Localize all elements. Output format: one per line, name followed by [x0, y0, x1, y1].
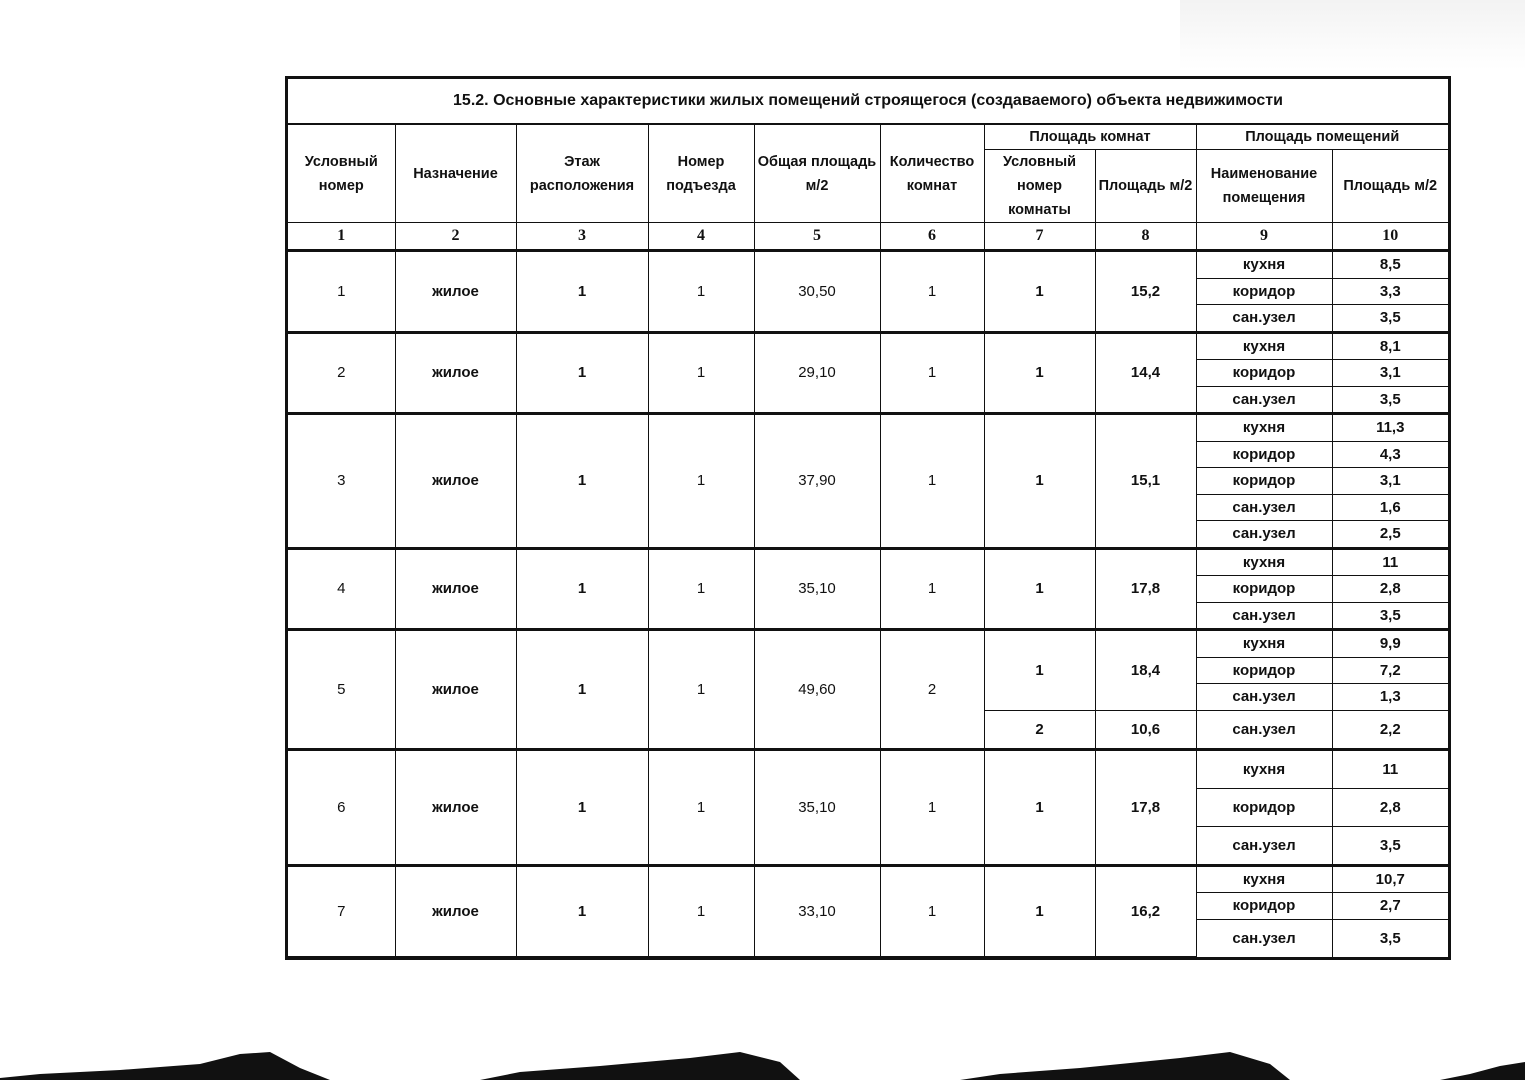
room-area: 17,8 [1095, 548, 1196, 630]
column-number: 3 [516, 223, 648, 251]
premise-name: сан.узел [1196, 305, 1332, 333]
header-rooms-area-group: Площадь комнат [984, 125, 1196, 150]
premise-area: 3,5 [1332, 602, 1448, 630]
room-number: 1 [984, 414, 1095, 549]
apartment-rooms-count: 1 [880, 865, 984, 957]
premise-name: сан.узел [1196, 684, 1332, 711]
premise-area: 9,9 [1332, 630, 1448, 658]
header-premise-area: Площадь м/2 [1332, 150, 1448, 223]
room-number: 2 [984, 710, 1095, 749]
premise-area: 4,3 [1332, 441, 1448, 468]
apartment-floor: 1 [516, 332, 648, 414]
premise-area: 11 [1332, 749, 1448, 788]
apartment-floor: 1 [516, 414, 648, 549]
apartment-purpose: жилое [395, 865, 516, 957]
premise-name: сан.узел [1196, 919, 1332, 957]
premise-name: сан.узел [1196, 710, 1332, 749]
room-number: 1 [984, 630, 1095, 711]
premise-area: 3,5 [1332, 386, 1448, 414]
room-area: 15,2 [1095, 251, 1196, 333]
apartment-entrance: 1 [648, 630, 754, 750]
apartment-number: 1 [288, 251, 395, 333]
premise-name: коридор [1196, 278, 1332, 305]
column-number: 9 [1196, 223, 1332, 251]
table-title: 15.2. Основные характеристики жилых помещений строящегося (создаваемого) объекта недвижимости [288, 79, 1448, 125]
scan-shadow [1180, 0, 1525, 70]
premise-area: 2,8 [1332, 576, 1448, 603]
apartment-total-area: 35,10 [754, 749, 880, 865]
apartment-total-area: 37,90 [754, 414, 880, 549]
premise-name: кухня [1196, 332, 1332, 360]
apartment-number: 3 [288, 414, 395, 549]
apartment-total-area: 33,10 [754, 865, 880, 957]
column-number: 4 [648, 223, 754, 251]
apartment-number: 4 [288, 548, 395, 630]
premise-name: коридор [1196, 788, 1332, 826]
column-number: 1 [288, 223, 395, 251]
apartment-rooms-count: 1 [880, 332, 984, 414]
premise-area: 3,1 [1332, 468, 1448, 495]
premise-area: 8,1 [1332, 332, 1448, 360]
room-area: 17,8 [1095, 749, 1196, 865]
room-number: 1 [984, 548, 1095, 630]
room-number: 1 [984, 865, 1095, 957]
table-row [288, 332, 1448, 360]
apartment-group [288, 251, 1448, 333]
premise-area: 3,1 [1332, 360, 1448, 387]
apartment-purpose: жилое [395, 251, 516, 333]
header-room-area: Площадь м/2 [1095, 150, 1196, 223]
header-room-number: Условный номер комнаты [984, 150, 1095, 223]
premise-area: 2,5 [1332, 521, 1448, 549]
table-row [288, 251, 1448, 279]
premise-name: кухня [1196, 865, 1332, 893]
apartment-total-area: 30,50 [754, 251, 880, 333]
table-row [288, 865, 1448, 893]
premise-name: коридор [1196, 576, 1332, 603]
premise-area: 2,2 [1332, 710, 1448, 749]
room-area: 18,4 [1095, 630, 1196, 711]
header-premises-area-group: Площадь помещений [1196, 125, 1448, 150]
header-purpose: Назначение [395, 125, 516, 223]
scan-edge-smudge [0, 1048, 1525, 1080]
header-premise-name: Наименование помещения [1196, 150, 1332, 223]
apartment-floor: 1 [516, 548, 648, 630]
apartment-purpose: жилое [395, 414, 516, 549]
premise-name: коридор [1196, 893, 1332, 920]
apartment-group [288, 749, 1448, 865]
apartment-group [288, 548, 1448, 630]
premise-area: 3,3 [1332, 278, 1448, 305]
apartment-purpose: жилое [395, 548, 516, 630]
premise-area: 8,5 [1332, 251, 1448, 279]
apartment-number: 5 [288, 630, 395, 750]
premise-area: 3,5 [1332, 919, 1448, 957]
premise-area: 1,6 [1332, 494, 1448, 521]
table-row [288, 749, 1448, 788]
apartment-purpose: жилое [395, 630, 516, 750]
apartment-floor: 1 [516, 251, 648, 333]
apartment-floor: 1 [516, 630, 648, 750]
premise-name: кухня [1196, 630, 1332, 658]
apartment-total-area: 35,10 [754, 548, 880, 630]
apartment-entrance: 1 [648, 548, 754, 630]
apartment-entrance: 1 [648, 414, 754, 549]
column-number: 6 [880, 223, 984, 251]
table-row [288, 548, 1448, 576]
apartments-table [288, 125, 1448, 957]
column-number: 10 [1332, 223, 1448, 251]
apartments-table-sheet [285, 76, 1451, 960]
premise-name: кухня [1196, 251, 1332, 279]
premise-name: сан.узел [1196, 602, 1332, 630]
apartment-entrance: 1 [648, 332, 754, 414]
column-numbers-row [288, 223, 1448, 251]
column-number: 5 [754, 223, 880, 251]
apartment-purpose: жилое [395, 332, 516, 414]
premise-name: коридор [1196, 360, 1332, 387]
premise-name: сан.узел [1196, 386, 1332, 414]
premise-area: 2,8 [1332, 788, 1448, 826]
premise-area: 3,5 [1332, 305, 1448, 333]
apartment-rooms-count: 1 [880, 251, 984, 333]
header-total-area: Общая площадь м/2 [754, 125, 880, 223]
premise-area: 11 [1332, 548, 1448, 576]
header-rooms-count: Количество комнат [880, 125, 984, 223]
column-number: 8 [1095, 223, 1196, 251]
premise-name: коридор [1196, 468, 1332, 495]
room-area: 15,1 [1095, 414, 1196, 549]
header-floor: Этаж расположения [516, 125, 648, 223]
premise-name: сан.узел [1196, 826, 1332, 865]
apartment-group [288, 414, 1448, 549]
apartment-number: 2 [288, 332, 395, 414]
apartment-rooms-count: 1 [880, 548, 984, 630]
premise-name: кухня [1196, 548, 1332, 576]
apartment-total-area: 49,60 [754, 630, 880, 750]
premise-area: 11,3 [1332, 414, 1448, 442]
table-row [288, 414, 1448, 442]
apartment-total-area: 29,10 [754, 332, 880, 414]
premise-name: коридор [1196, 657, 1332, 684]
apartment-rooms-count: 2 [880, 630, 984, 750]
apartment-floor: 1 [516, 749, 648, 865]
room-number: 1 [984, 332, 1095, 414]
header-cond-number: Условный номер [288, 125, 395, 223]
room-number: 1 [984, 251, 1095, 333]
premise-area: 10,7 [1332, 865, 1448, 893]
apartment-floor: 1 [516, 865, 648, 957]
column-number: 7 [984, 223, 1095, 251]
room-area: 14,4 [1095, 332, 1196, 414]
premise-name: сан.узел [1196, 521, 1332, 549]
apartment-entrance: 1 [648, 865, 754, 957]
room-area: 10,6 [1095, 710, 1196, 749]
apartment-number: 7 [288, 865, 395, 957]
apartment-group [288, 865, 1448, 957]
apartment-purpose: жилое [395, 749, 516, 865]
premise-name: коридор [1196, 441, 1332, 468]
apartment-entrance: 1 [648, 749, 754, 865]
apartment-group [288, 332, 1448, 414]
apartment-number: 6 [288, 749, 395, 865]
apartment-group [288, 630, 1448, 750]
premise-name: кухня [1196, 414, 1332, 442]
premise-name: кухня [1196, 749, 1332, 788]
room-area: 16,2 [1095, 865, 1196, 957]
table-row [288, 630, 1448, 658]
header-entrance: Номер подъезда [648, 125, 754, 223]
premise-area: 1,3 [1332, 684, 1448, 711]
premise-area: 3,5 [1332, 826, 1448, 865]
premise-area: 2,7 [1332, 893, 1448, 920]
room-number: 1 [984, 749, 1095, 865]
apartment-entrance: 1 [648, 251, 754, 333]
apartment-rooms-count: 1 [880, 414, 984, 549]
apartment-rooms-count: 1 [880, 749, 984, 865]
premise-area: 7,2 [1332, 657, 1448, 684]
premise-name: сан.узел [1196, 494, 1332, 521]
column-number: 2 [395, 223, 516, 251]
